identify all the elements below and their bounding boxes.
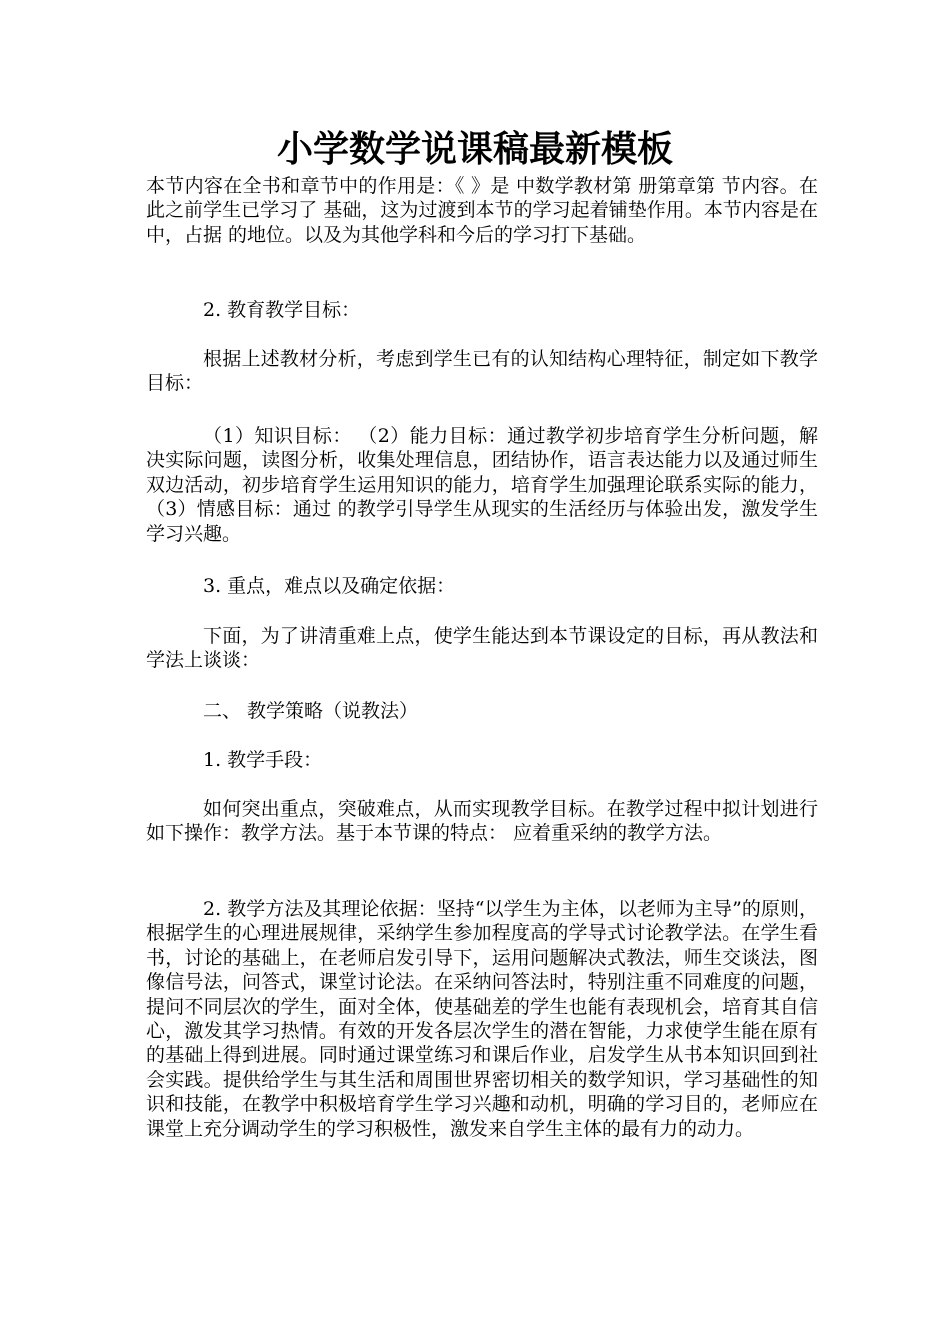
paragraph-goals-detail: （1）知识目标： （2）能力目标：通过教学初步培育学生分析问题，解决实际问题，读图分析，收集处理信息，团结协作，语言表达能力以及通过师生双边活动，初步培育学生运用知识的能力，培育学生加强理论联系实际的能力，（3）情感目标：通过 的教学引导学生从现实的生活经历与体验出发，激发学生学习兴趣。 <box>146 425 818 545</box>
paragraph-teaching-means: 如何突出重点，突破难点，从而实现教学目标。在教学过程中拟计划进行如下操作：教学方法。基于本节课的特点： 应着重采纳的教学方法。 <box>146 798 818 845</box>
paragraph-role-of-content: 本节内容在全书和章节中的作用是：《 》是 中数学教材第 册第章第 节内容。在此之前学生已学习了 基础，这为过渡到本节的学习起着铺垫作用。本节内容是在 中，占据 的地位。以及为其他学科和今后的学习打下基础。 <box>146 175 818 246</box>
paragraph-goals-intro: 根据上述教材分析，考虑到学生已有的认知结构心理特征，制定如下教学目标： <box>146 348 818 395</box>
document-title: 小学数学说课稿最新模板 <box>276 129 673 170</box>
paragraph-heading-key-points: 3. 重点，难点以及确定依据： <box>203 575 456 597</box>
paragraph-key-points-intro: 下面，为了讲清重难上点，使学生能达到本节课设定的目标，再从教法和学法上谈谈： <box>146 625 818 672</box>
paragraph-heading-teaching-goals: 2. 教育教学目标： <box>203 299 361 321</box>
paragraph-heading-strategy: 二、 教学策略（说教法） <box>203 700 419 722</box>
paragraph-heading-teaching-means: 1. 教学手段： <box>203 749 323 771</box>
paragraph-teaching-methods: 2. 教学方法及其理论依据：坚持“以学生为主体，以老师为主导”的原则，根据学生的心理进展规律，采纳学生参加程度高的学导式讨论教学法。在学生看书，讨论的基础上，在老师启发引导下，运用问题解决式教法，师生交谈法，图像信号法，问答式，课堂讨论法。在采纳问答法时，特别注重不同难度的问题，提问不同层次的学生，面对全体，使基础差的学生也能有表现机会，培育其自信心，激发其学习热情。有效的开发各层次学生的潜在智能，力求使学生能在原有的基础上得到进展。同时通过课堂练习和课后作业，启发学生从书本知识回到社会实践。提供给学生与其生活和周围世界密切相关的数学知识，学习基础性的知识和技能，在教学中积极培育学生学习兴趣和动机，明确的学习目的，老师应在课堂上充分调动学生的学习积极性，激发来自学生主体的最有力的动力。 <box>146 898 818 1140</box>
